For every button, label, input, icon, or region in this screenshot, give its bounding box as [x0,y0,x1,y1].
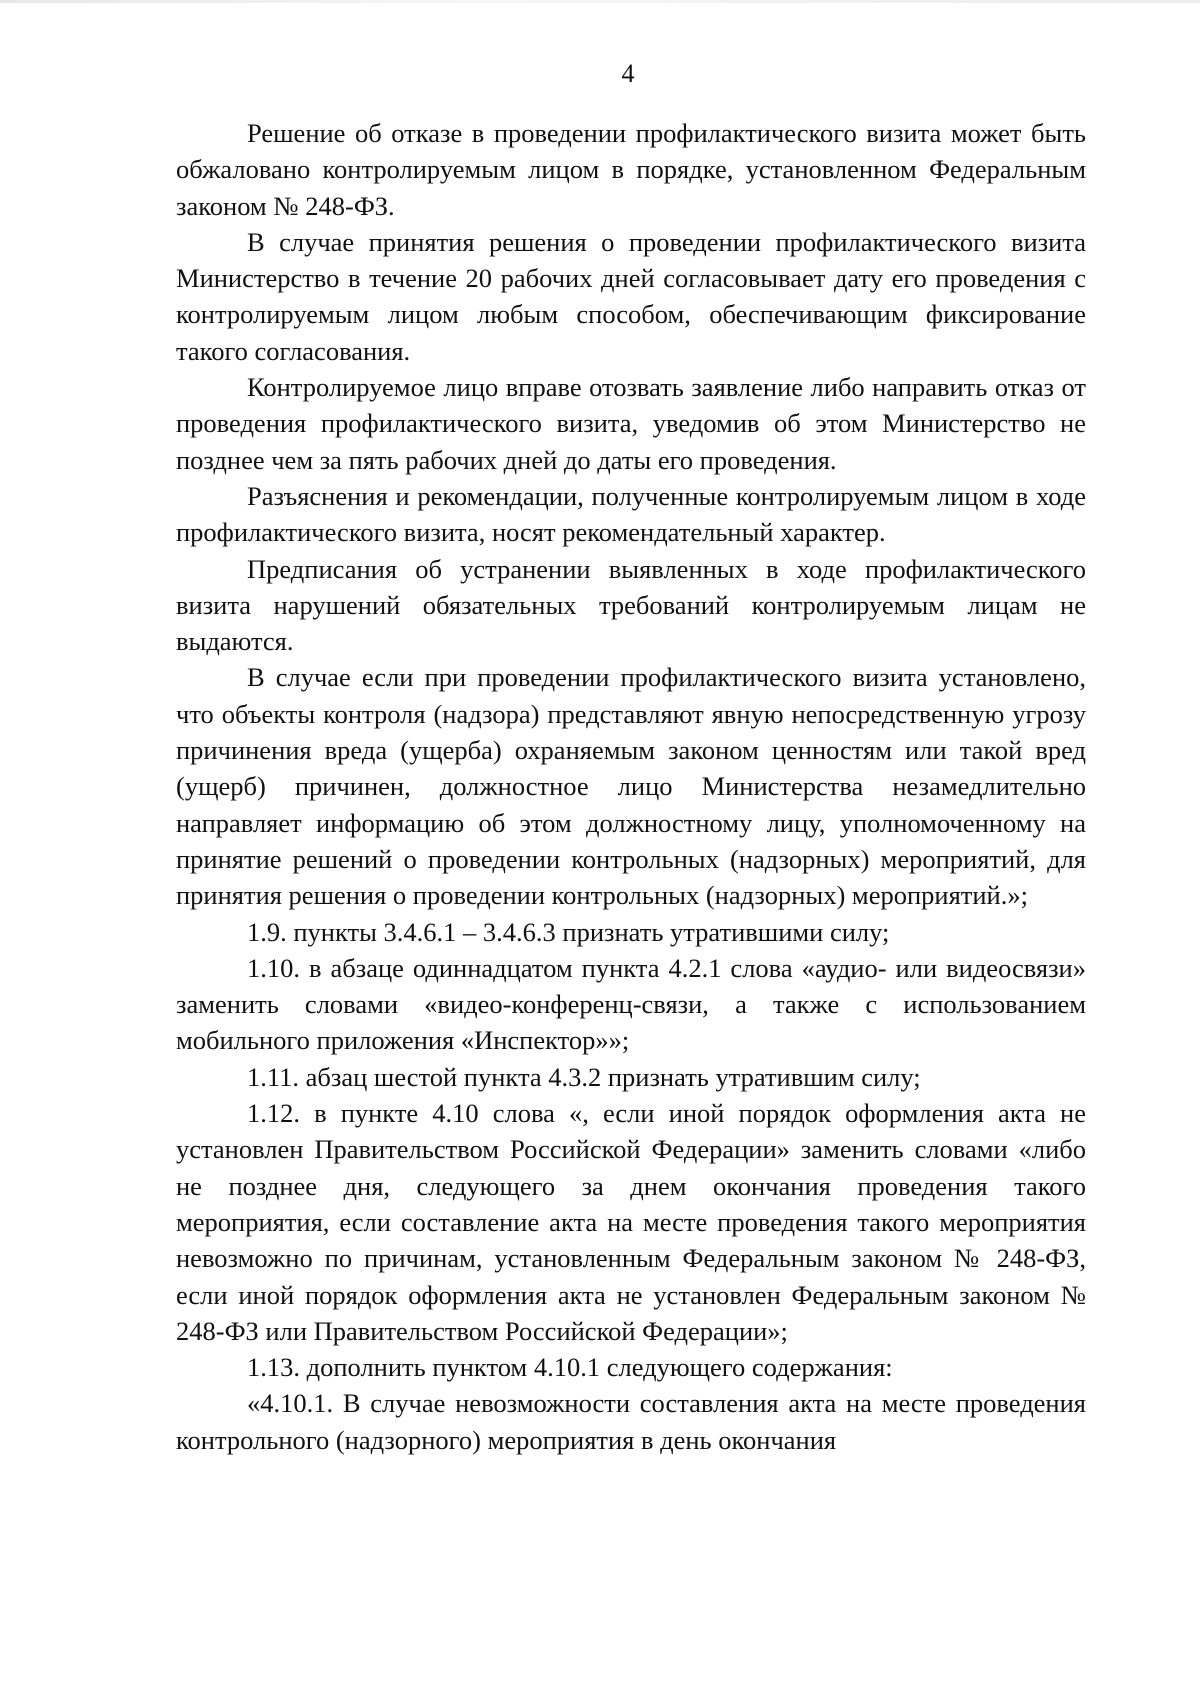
paragraph-item-1-12: 1.12. в пункте 4.10 слова «, если иной порядок оформления акта не установлен Правительством Российской Федерации» заменить словами «либо не позднее дня, следующего за днем окончания проведения такого мероприятия, если составление акта на месте проведения такого мероприятия невозможно по причинам, установленным Федеральным законом № 248-ФЗ, если иной порядок оформления акта не установлен Федеральным законом № 248-ФЗ или Правительством Российской Федерации»; [176,1098,1086,1346]
paragraph-recommendations: Разъяснения и рекомендации, полученные контролируемым лицом в ходе профилактического визита, носят рекомендательный характер. [176,480,1086,548]
paragraph-item-1-10: 1.10. в абзаце одиннадцатом пункта 4.2.1 слова «аудио- или видеосвязи» заменить словами «видео-конференц-связи, а также с использованием мобильного приложения «Инспектор»»; [176,952,1086,1056]
paragraph-appeal-refusal: Решение об отказе в проведении профилактического визита может быть обжаловано контролируемым лицом в порядке, установленном Федеральным законом № 248-ФЗ. [176,118,1086,221]
paragraph-no-orders: Предписания об устранении выявленных в ходе профилактического визита нарушений обязательных требований контролируемым лицам не выдаются. [176,553,1086,657]
document-body [176,115,1086,1458]
paragraph-item-1-9: 1.9. пункты 3.4.6.1 – 3.4.6.3 признать утратившими силу; [247,916,890,947]
paragraph-visit-date-agreement: В случае принятия решения о проведении профилактического визита Министерство в течение 20 рабочих дней согласовывает дату его проведения с контролируемым лицом любым способом, обеспечивающим фиксирование такого согласования. [176,226,1086,366]
paragraph-withdraw-application: Контролируемое лицо вправе отозвать заявление либо направить отказ от проведения профилактического визита, уведомив об этом Министерство не позднее чем за пять рабочих дней до даты его проведения. [176,372,1086,475]
scan-edge-shadow [0,0,1200,3]
paragraph-direct-threat: В случае если при проведении профилактического визита установлено, что объекты контроля (надзора) представляют явную непосредственную угрозу причинения вреда (ущерба) охраняемым законом ценностям или такой вред (ущерб) причинен, должностное лицо Министерства незамедлительно направляет информацию об этом должностному лицу, уполномоченному на принятие решений о проведении контрольных (надзорных) мероприятий, для принятия решения о проведении контрольных (надзорных) мероприятий.»; [176,662,1086,911]
paragraph-item-1-13: 1.13. дополнить пунктом 4.10.1 следующего содержания: [247,1352,893,1383]
paragraph-item-1-11: 1.11. абзац шестой пункта 4.3.2 признать утратившим силу; [247,1061,921,1092]
page-number: 4 [621,59,635,88]
paragraph-item-4-10-1: «4.10.1. В случае невозможности составления акта на месте проведения контрольного (надзорного) мероприятия в день окончания [176,1388,1086,1455]
